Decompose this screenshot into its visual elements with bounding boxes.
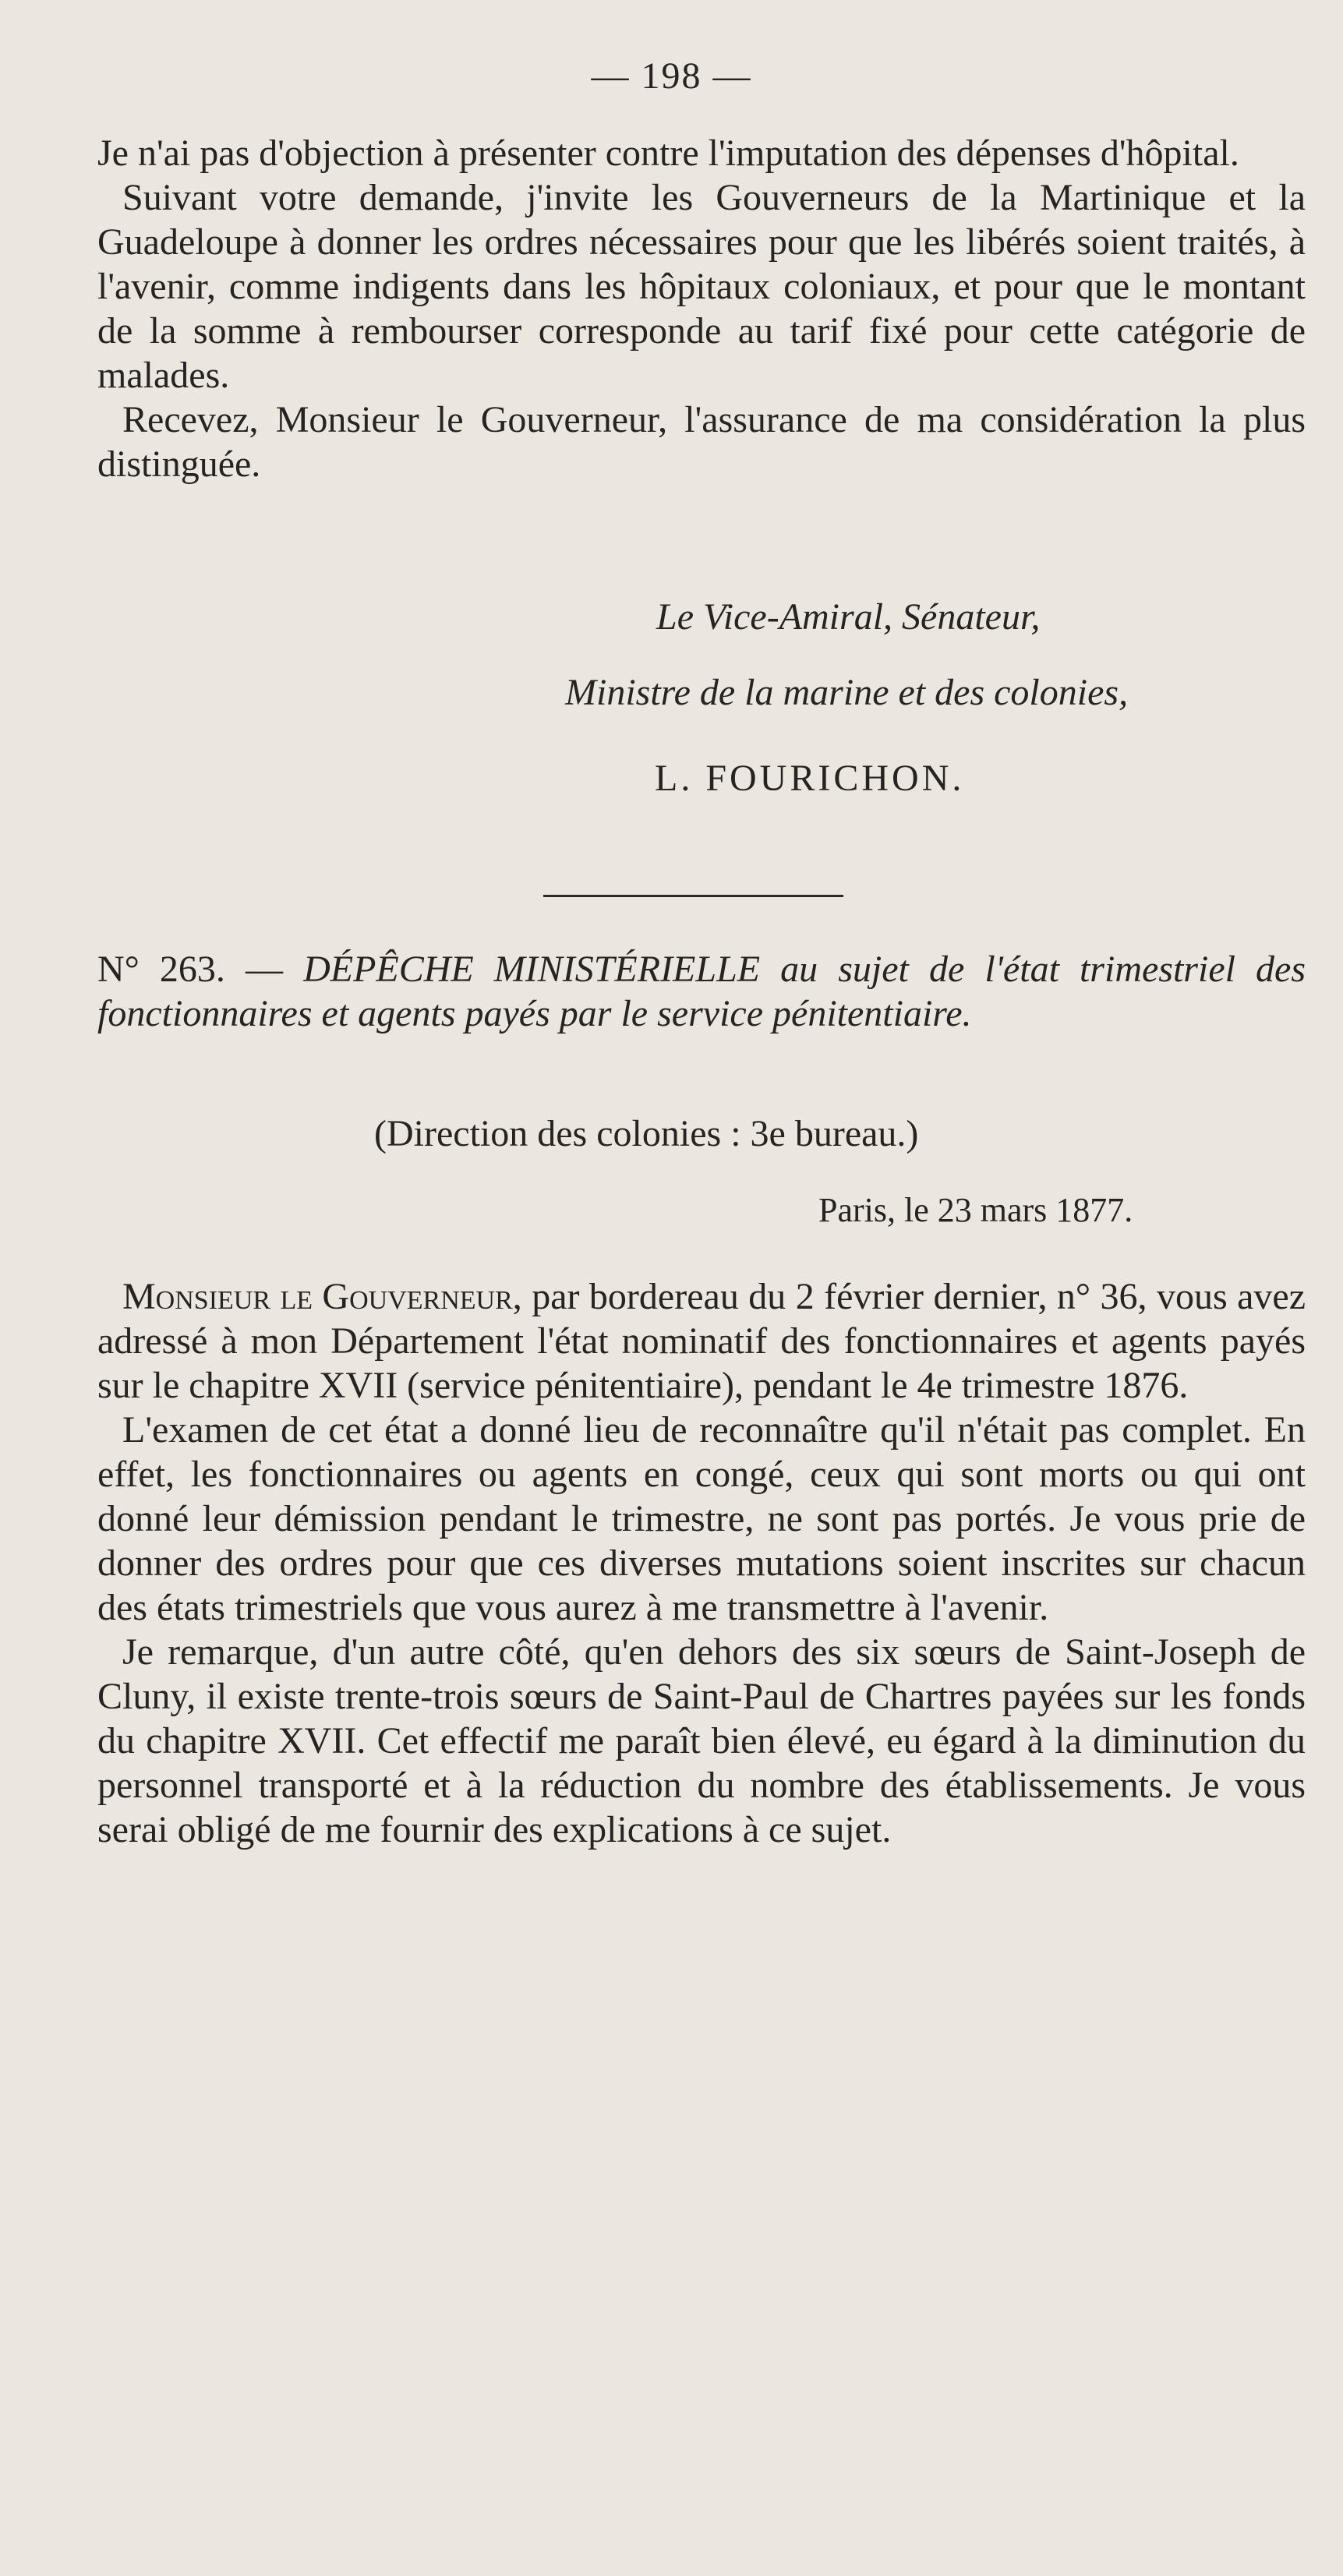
- paragraph-closing-salutation: Recevez, Monsieur le Gouverneur, l'assurance de ma considération la plus distinguée.: [97, 399, 1306, 485]
- paragraph-bordereau-text: par bordereau du 2 février dernier, n° 36, vous avez adressé à mon Département l'état nominatif des fonctionnaires et agents payés sur le chapitre XVII (service pénitentiaire), pendant le 4e trimestre 1876.: [97, 1276, 1306, 1406]
- dispatch-direction: (Direction des colonies : 3e bureau.): [374, 1113, 919, 1154]
- paragraph-bordereau: [97, 1274, 1306, 1408]
- top-section: [97, 131, 1306, 486]
- signature-ministry: Ministre de la marine et des colonies,: [565, 672, 1129, 713]
- dispatch-heading-paragraph: [97, 947, 1306, 1036]
- dispatch-title: DÉPÊCHE MINISTÉRIELLE au sujet de l'état trimestriel des fonctionnaires et agents payés par le service pénitentiaire.: [97, 949, 1306, 1034]
- dispatch-heading: [97, 947, 1306, 1036]
- salutation: Monsieur le Gouverneur,: [122, 1276, 522, 1317]
- paragraph-hospital-expenses: Je n'ai pas d'objection à présenter contre l'imputation des dépenses d'hôpital.: [97, 133, 1239, 174]
- dispatch-date: Paris, le 23 mars 1877.: [818, 1191, 1133, 1229]
- dispatch-body: [97, 1274, 1306, 1852]
- signature-title: Le Vice-Amiral, Sénateur,: [656, 596, 1041, 638]
- signature-name: L. FOURICHON.: [655, 758, 965, 799]
- paragraph-examination: L'examen de cet état a donné lieu de reconnaître qu'il n'était pas complet. En effet, les fonctionnaires ou agents en congé, ceux qui sont morts ou qui ont donné leur démission pendant le trimestre, ne sont pas portés. Je vous prie de donner des ordres pour que ces diverses mutations soient inscrites sur chacun des états trimestriels que vous aurez à me transmettre à l'avenir.: [97, 1409, 1306, 1628]
- paragraph-liberated-treatment: Suivant votre demande, j'invite les Gouverneurs de la Martinique et la Guadeloupe à donner les ordres nécessaires pour que les libérés soient traités, à l'avenir, comme indigents dans les hôpitaux coloniaux, et pour que le montant de la somme à rembourser corresponde au tarif fixé pour cette catégorie de malades.: [97, 177, 1306, 396]
- dispatch-number: N° 263. —: [97, 949, 283, 990]
- page-number: — 198 —: [591, 55, 752, 97]
- paragraph-sisters: Je remarque, d'un autre côté, qu'en dehors des six sœurs de Saint-Joseph de Cluny, il existe trente-trois sœurs de Saint-Paul de Chartres payées sur les fonds du chapitre XVII. Cet effectif me paraît bien élevé, eu égard à la diminution du personnel transporté et à la réduction du nombre des établissements. Je vous serai obligé de me fournir des explications à ce sujet.: [97, 1631, 1306, 1850]
- section-divider: [543, 895, 843, 897]
